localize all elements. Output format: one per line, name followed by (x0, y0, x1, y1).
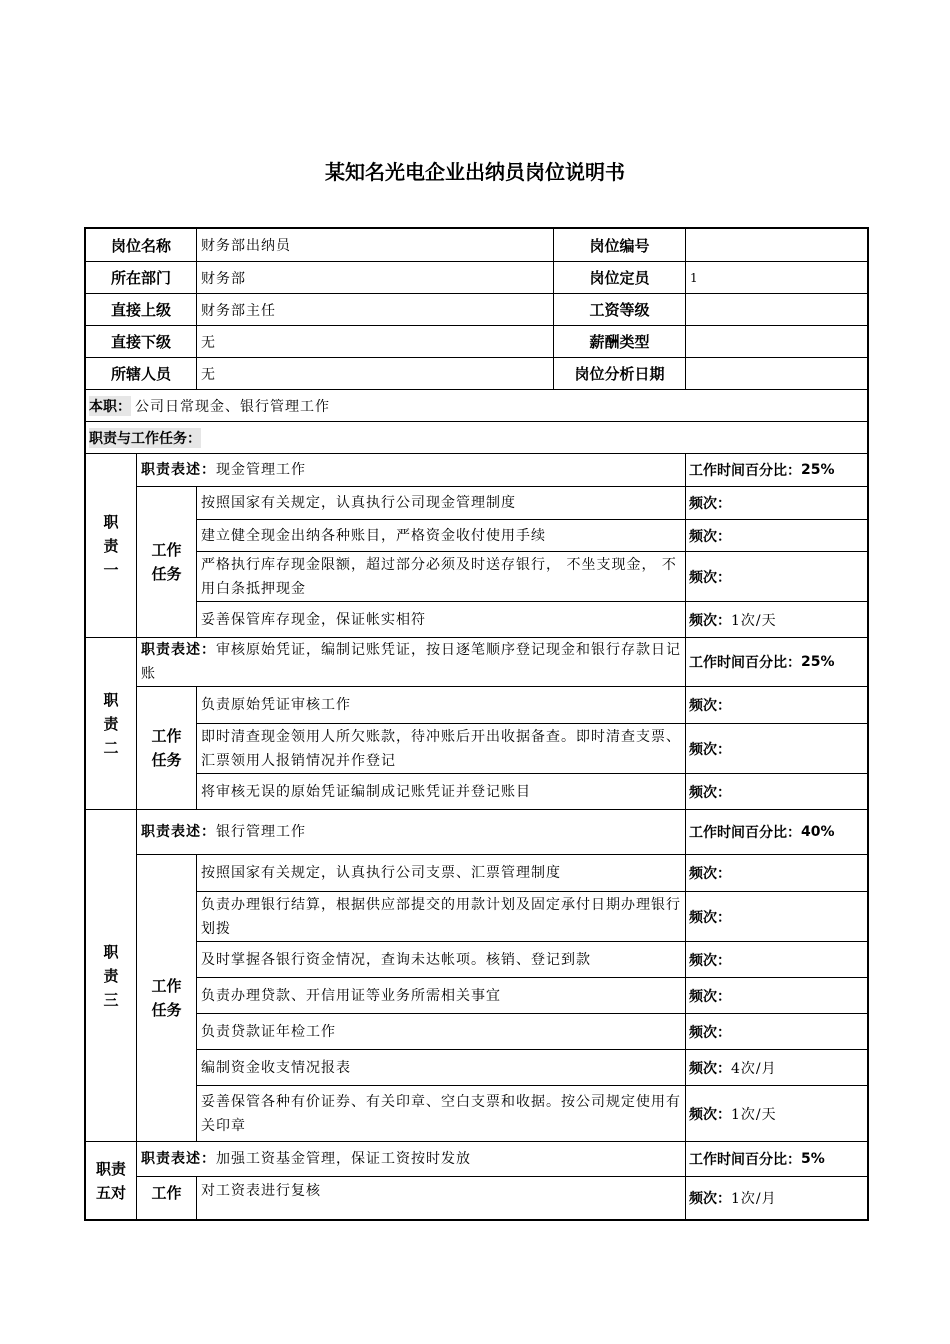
task-group (137, 854, 867, 1141)
freq-label: 频次： (689, 741, 731, 758)
info-label: 岗位名称 (86, 229, 197, 261)
duty-pct: 25% (801, 654, 835, 670)
pct-label: 工作时间百分比： (689, 825, 801, 841)
task-row (197, 1013, 867, 1049)
info-row (86, 357, 867, 389)
task-row (197, 687, 867, 723)
benzhi-row (86, 389, 867, 421)
desc-label: 职责表述： (141, 1151, 216, 1167)
duty-block (86, 809, 867, 1141)
task-freq: 1次/天 (731, 612, 777, 629)
section-header: 职责与工作任务： (89, 428, 201, 448)
task-row (197, 941, 867, 977)
info-row (86, 293, 867, 325)
task-text: 将审核无误的原始凭证编制成记账凭证并登记账目 (201, 783, 531, 800)
task-text: 负责贷款证年检工作 (201, 1023, 336, 1040)
duty-desc-row (137, 454, 867, 486)
task-text: 负责办理银行结算，根据供应部提交的用款计划及固定承付日期办理银行划拨 (201, 896, 681, 937)
info-label: 直接下级 (86, 326, 197, 357)
freq-label: 频次： (689, 952, 731, 969)
info-value: 财务部主任 (197, 294, 554, 325)
pct-label: 工作时间百分比： (689, 463, 801, 479)
task-freq: 1次/天 (731, 1106, 777, 1123)
duty-desc: 审核原始凭证，编制记账凭证，按日逐笔顺序登记现金和银行存款日记账 (141, 642, 681, 682)
info-value: 1 (690, 270, 699, 285)
duty-name-text: 职责三 (103, 942, 119, 1009)
duty-name (86, 810, 137, 1141)
task-text: 及时掌握各银行资金情况，查询未达帐项。核销、登记到款 (201, 951, 591, 968)
duty-pct: 5% (801, 1151, 825, 1167)
task-text: 对工资表进行复核 (201, 1183, 321, 1199)
task-text: 即时清查现金领用人所欠账款，待冲账后开出收据备查。即时清查支票、汇票领用人报销情况并作登记 (201, 728, 681, 769)
task-text: 严格执行库存现金限额，超过部分必须及时送存银行， 不坐支现金， 不用白条抵押现金 (201, 556, 677, 597)
benzhi-value: 公司日常现金、银行管理工作 (135, 398, 330, 415)
task-row (197, 487, 867, 519)
task-label: 工作任务 (151, 727, 182, 769)
info-value: 无 (197, 358, 554, 389)
task-freq: 4次/月 (731, 1060, 777, 1077)
task-text: 按照国家有关规定，认真执行公司支票、汇票管理制度 (201, 865, 561, 881)
freq-label: 频次： (689, 528, 731, 545)
freq-label: 频次： (689, 1060, 731, 1077)
freq-label: 频次： (689, 569, 731, 586)
job-description-table (84, 227, 869, 1221)
freq-label: 频次： (689, 698, 731, 714)
info-label: 岗位编号 (554, 229, 686, 261)
duty-name (86, 1142, 137, 1219)
pct-label: 工作时间百分比： (689, 655, 801, 671)
task-group (137, 486, 867, 637)
task-freq: 1次/月 (731, 1191, 777, 1207)
info-value: 财务部出纳员 (197, 229, 554, 261)
freq-label: 频次： (689, 1191, 731, 1207)
freq-label: 频次： (689, 1024, 731, 1041)
duty-desc-row (137, 638, 867, 686)
task-text: 负责办理贷款、开信用证等业务所需相关事宜 (201, 987, 501, 1004)
info-value (686, 358, 867, 389)
duty-name-text: 职责五对 (95, 1159, 126, 1202)
desc-label: 职责表述： (141, 642, 216, 658)
duty-pct: 40% (801, 824, 835, 840)
task-label: 工作任务 (151, 977, 182, 1019)
task-group (137, 1176, 867, 1219)
task-text: 妥善保管各种有价证券、有关印章、空白支票和收据。按公司规定使用有关印章 (201, 1093, 681, 1134)
pct-label: 工作时间百分比： (689, 1152, 801, 1168)
page-title: 某知名光电企业出纳员岗位说明书 (325, 160, 625, 184)
freq-label: 频次： (689, 612, 731, 629)
duty-desc-row (137, 810, 867, 854)
info-row (86, 261, 867, 293)
info-label: 直接上级 (86, 294, 197, 325)
task-row (197, 601, 867, 637)
task-row (197, 723, 867, 773)
duty-name-text: 职责一 (103, 512, 119, 579)
task-label: 工作任务 (151, 541, 182, 583)
info-row (86, 325, 867, 357)
task-row (197, 551, 867, 601)
duty-block (86, 1141, 867, 1219)
desc-label: 职责表述： (141, 824, 216, 840)
info-row (86, 229, 867, 261)
duty-name-text: 职责二 (103, 690, 119, 757)
duty-name (86, 454, 137, 637)
info-value (686, 229, 867, 261)
freq-label: 频次： (689, 784, 731, 801)
info-label: 工资等级 (554, 294, 686, 325)
info-value: 无 (197, 326, 554, 357)
freq-label: 频次： (689, 866, 731, 882)
task-row (197, 855, 867, 891)
task-row (197, 1085, 867, 1141)
task-text: 按照国家有关规定，认真执行公司现金管理制度 (201, 495, 516, 511)
task-text: 妥善保管库存现金，保证帐实相符 (201, 611, 426, 628)
freq-label: 频次： (689, 496, 731, 512)
task-row (197, 977, 867, 1013)
info-label: 岗位定员 (554, 262, 686, 293)
info-label: 薪酬类型 (554, 326, 686, 357)
info-value (686, 294, 867, 325)
task-text: 建立健全现金出纳各种账目，严格资金收付使用手续 (201, 527, 546, 544)
task-group (137, 686, 867, 809)
duty-block (86, 453, 867, 637)
freq-label: 频次： (689, 909, 731, 926)
section-header-row (86, 421, 867, 453)
task-row (197, 773, 867, 809)
info-label: 岗位分析日期 (554, 358, 686, 389)
info-value (686, 326, 867, 357)
duty-pct: 25% (801, 462, 835, 478)
task-row (197, 1049, 867, 1085)
task-text: 编制资金收支情况报表 (201, 1059, 351, 1076)
duty-desc: 银行管理工作 (216, 824, 306, 840)
duty-name (86, 638, 137, 809)
task-row (197, 891, 867, 941)
info-value: 财务部 (197, 262, 554, 293)
duty-desc: 现金管理工作 (216, 462, 306, 478)
task-label: 工作 (151, 1184, 182, 1202)
info-label: 所辖人员 (86, 358, 197, 389)
duty-desc: 加强工资基金管理，保证工资按时发放 (216, 1151, 471, 1167)
desc-label: 职责表述： (141, 462, 216, 478)
task-row (197, 519, 867, 551)
duty-desc-row (137, 1142, 867, 1176)
freq-label: 频次： (689, 1106, 731, 1123)
benzhi-label: 本职： (89, 396, 131, 416)
info-label: 所在部门 (86, 262, 197, 293)
freq-label: 频次： (689, 988, 731, 1005)
duty-block (86, 637, 867, 809)
task-text: 负责原始凭证审核工作 (201, 697, 351, 713)
task-row (197, 1177, 867, 1219)
